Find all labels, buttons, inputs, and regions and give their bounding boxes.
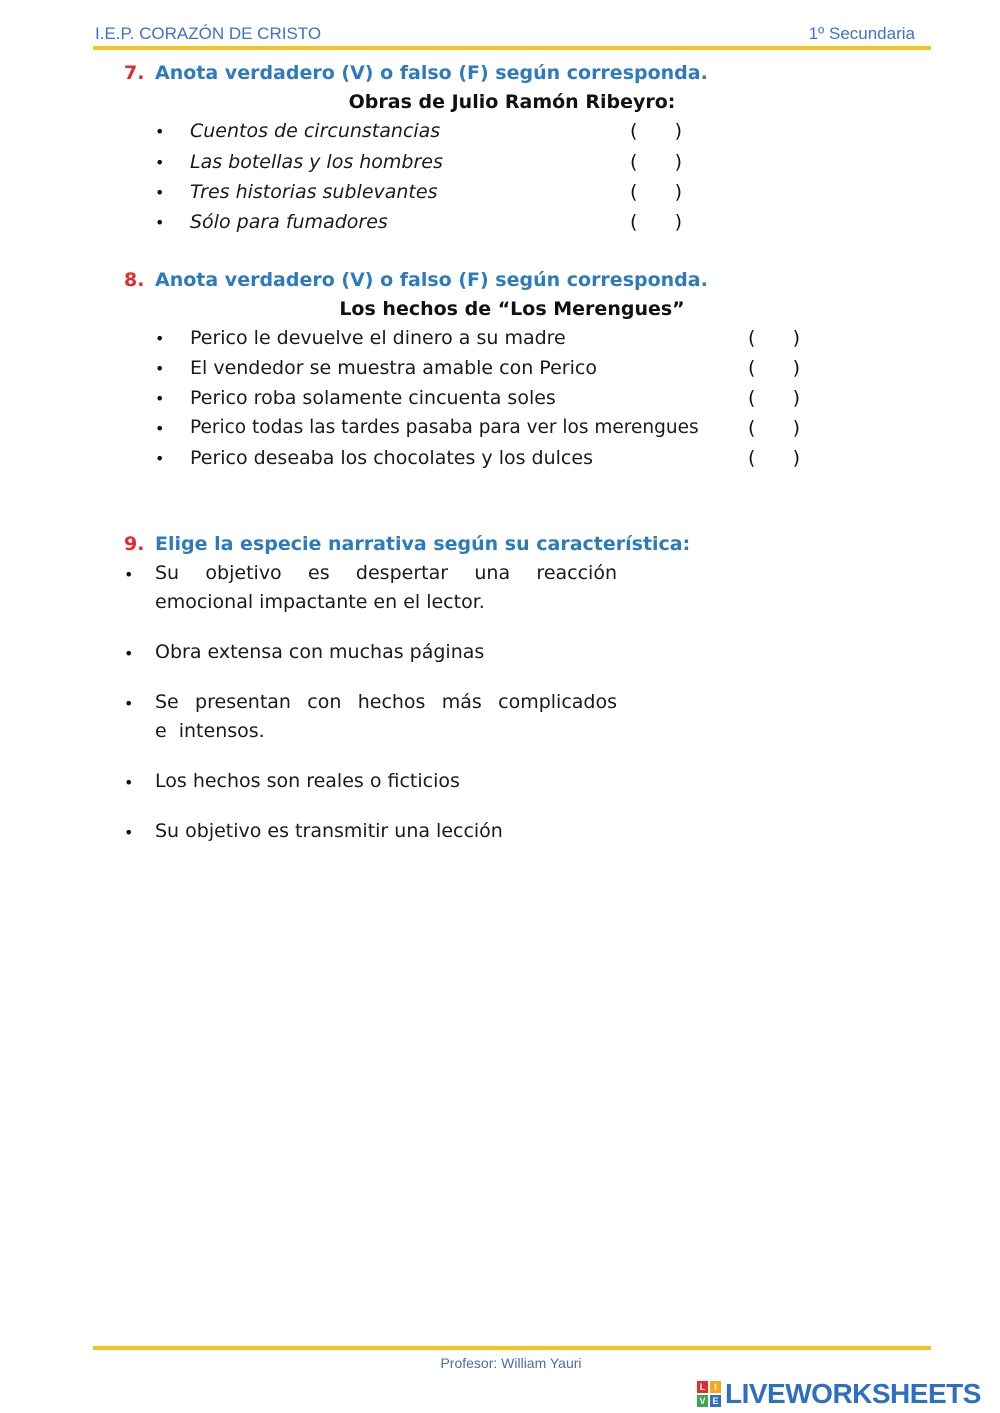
q9-instruction: Elige la especie narrativa según su característica:: [155, 533, 691, 555]
q7-item-text: Tres historias sublevantes: [190, 181, 438, 203]
liveworksheets-brand[interactable]: [697, 1378, 981, 1410]
answer-blank[interactable]: ( ): [748, 327, 800, 349]
bullet-icon: •: [155, 329, 165, 348]
q7-item-text: Sólo para fumadores: [190, 211, 388, 233]
bullet-icon: •: [155, 122, 165, 141]
bullet-icon: •: [155, 419, 165, 438]
answer-blank[interactable]: ( ): [630, 151, 682, 173]
q7-number: 7.: [124, 62, 145, 84]
q8-subtitle: Los hechos de “Los Merengues”: [339, 298, 685, 320]
header-rule: [93, 46, 931, 50]
q7-subtitle: Obras de Julio Ramón Ribeyro:: [348, 91, 676, 113]
q9-item-text: Su objetivo es transmitir una lección: [155, 820, 503, 842]
bullet-icon: •: [124, 565, 134, 584]
q9-item-text: Se presentan con hechos más complicados e intensos.: [155, 691, 617, 742]
bullet-icon: •: [124, 773, 134, 792]
bullet-icon: •: [155, 389, 165, 408]
bullet-icon: •: [155, 213, 165, 232]
liveworksheets-logo-icon: L I V E: [697, 1381, 721, 1407]
q8-item-text: El vendedor se muestra amable con Perico: [190, 357, 597, 379]
q7-item-text: Las botellas y los hombres: [190, 151, 443, 173]
q9-number: 9.: [124, 533, 145, 555]
footer-rule: [93, 1346, 931, 1350]
q8-item-text: Perico deseaba los chocolates y los dulces: [190, 447, 593, 469]
school-name: I.E.P. CORAZÓN DE CRISTO: [95, 24, 322, 43]
bullet-icon: •: [155, 153, 165, 172]
answer-blank[interactable]: ( ): [630, 211, 682, 233]
teacher-name: Profesor: William Yauri: [440, 1355, 582, 1371]
q8-item-text: Perico le devuelve el dinero a su madre: [190, 327, 566, 349]
bullet-icon: •: [155, 183, 165, 202]
grade-label: 1º Secundaria: [808, 24, 915, 43]
answer-blank[interactable]: ( ): [630, 120, 682, 142]
q7-item-text: Cuentos de circunstancias: [190, 120, 441, 142]
bullet-icon: •: [124, 823, 134, 842]
bullet-icon: •: [124, 694, 134, 713]
answer-blank[interactable]: ( ): [748, 387, 800, 409]
answer-blank[interactable]: ( ): [748, 357, 800, 379]
q7-instruction: Anota verdadero (V) o falso (F) según corresponda.: [155, 62, 708, 84]
bullet-icon: •: [155, 449, 165, 468]
q9-item-text: Su objetivo es despertar una reacción emocional impactante en el lector.: [155, 562, 617, 613]
answer-blank[interactable]: ( ): [630, 181, 682, 203]
bullet-icon: •: [155, 359, 165, 378]
q8-number: 8.: [124, 269, 145, 291]
q8-item-text: Perico roba solamente cincuenta soles: [190, 387, 556, 409]
q8-instruction: Anota verdadero (V) o falso (F) según corresponda.: [155, 269, 708, 291]
q8-item-text: Perico todas las tardes pasaba para ver los merengues: [190, 417, 699, 438]
brand-text: LIVEWORKSHEETS: [725, 1378, 981, 1409]
q9-item-text: Los hechos son reales o ficticios: [155, 770, 460, 792]
q9-item-text: Obra extensa con muchas páginas: [155, 641, 485, 663]
bullet-icon: •: [124, 644, 134, 663]
answer-blank[interactable]: ( ): [748, 447, 800, 469]
answer-blank[interactable]: ( ): [748, 417, 800, 439]
